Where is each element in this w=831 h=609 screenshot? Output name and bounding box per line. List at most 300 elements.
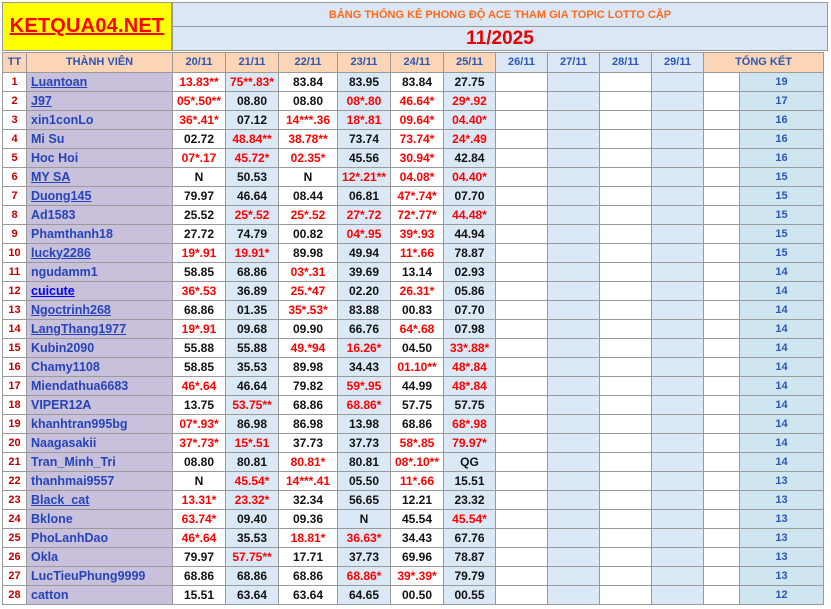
- member-name-link[interactable]: Luantoan: [27, 73, 173, 92]
- score-cell: 23.32: [444, 491, 496, 510]
- site-logo-text[interactable]: KETQUA04.NET: [9, 15, 165, 37]
- score-cell: 79.82: [279, 377, 338, 396]
- score-cell: 46.64: [226, 187, 279, 206]
- table-row: [3, 548, 824, 567]
- empty-cell: [496, 586, 548, 605]
- total-cell: 13: [740, 567, 824, 586]
- member-name-link[interactable]: Naagasakii: [27, 434, 173, 453]
- score-cell: 55.88: [226, 339, 279, 358]
- score-cell: 15*.51: [226, 434, 279, 453]
- member-name-link[interactable]: Tran_Minh_Tri: [27, 453, 173, 472]
- empty-cell: [600, 567, 652, 586]
- empty-cell: [496, 415, 548, 434]
- empty-cell: [548, 339, 600, 358]
- spacer-cell: [704, 130, 740, 149]
- empty-cell: [600, 339, 652, 358]
- total-cell: 14: [740, 415, 824, 434]
- score-cell: 07*.17: [173, 149, 226, 168]
- empty-cell: [652, 320, 704, 339]
- empty-cell: [600, 282, 652, 301]
- total-cell: 14: [740, 377, 824, 396]
- empty-cell: [548, 548, 600, 567]
- score-cell: 06.81: [338, 187, 391, 206]
- score-cell: 69.96: [391, 548, 444, 567]
- member-name-link[interactable]: PhoLanhDao: [27, 529, 173, 548]
- empty-cell: [496, 244, 548, 263]
- score-cell: 68.86: [173, 301, 226, 320]
- total-cell: 14: [740, 301, 824, 320]
- score-cell: 68.86*: [338, 567, 391, 586]
- empty-cell: [548, 434, 600, 453]
- score-cell: 19*.91: [173, 320, 226, 339]
- empty-cell: [652, 263, 704, 282]
- score-cell: 47*.74*: [391, 187, 444, 206]
- empty-cell: [548, 168, 600, 187]
- score-cell: 02.35*: [279, 149, 338, 168]
- score-cell: 07.70: [444, 301, 496, 320]
- spacer-cell: [704, 548, 740, 567]
- score-cell: 04*.95: [338, 225, 391, 244]
- member-name-link[interactable]: Chamy1108: [27, 358, 173, 377]
- score-cell: 63.64: [279, 586, 338, 605]
- table-row: [3, 510, 824, 529]
- score-cell: 02.20: [338, 282, 391, 301]
- score-cell: 12*.21**: [338, 168, 391, 187]
- empty-cell: [600, 548, 652, 567]
- score-cell: 08*.80: [338, 92, 391, 111]
- score-cell: 68.86: [173, 567, 226, 586]
- score-cell: 25*.52: [279, 206, 338, 225]
- score-cell: 73.74*: [391, 130, 444, 149]
- spacer-cell: [704, 320, 740, 339]
- total-cell: 19: [740, 73, 824, 92]
- score-cell: 13.75: [173, 396, 226, 415]
- member-name-link[interactable]: Miendathua6683: [27, 377, 173, 396]
- member-name-link[interactable]: Ad1583: [27, 206, 173, 225]
- score-cell: 25.52: [173, 206, 226, 225]
- header-date: 27/11: [548, 53, 600, 73]
- empty-cell: [548, 472, 600, 491]
- header-tt: TT: [3, 53, 27, 73]
- spacer-cell: [704, 453, 740, 472]
- score-cell: 83.88: [338, 301, 391, 320]
- total-cell: 14: [740, 396, 824, 415]
- total-cell: 13: [740, 548, 824, 567]
- score-cell: 48.84**: [226, 130, 279, 149]
- member-name-link[interactable]: Mi Su: [27, 130, 173, 149]
- score-cell: 57.75**: [226, 548, 279, 567]
- empty-cell: [548, 187, 600, 206]
- table-row: [3, 282, 824, 301]
- score-cell: 09.36: [279, 510, 338, 529]
- member-name-link[interactable]: Okla: [27, 548, 173, 567]
- row-number: 26: [3, 548, 27, 567]
- row-number: 10: [3, 244, 27, 263]
- spacer-cell: [704, 92, 740, 111]
- empty-cell: [652, 510, 704, 529]
- spacer-cell: [704, 263, 740, 282]
- score-cell: 57.75: [391, 396, 444, 415]
- score-cell: 25*.52: [226, 206, 279, 225]
- empty-cell: [652, 244, 704, 263]
- empty-cell: [548, 301, 600, 320]
- score-cell: 17.71: [279, 548, 338, 567]
- empty-cell: [496, 206, 548, 225]
- score-cell: 08.80: [226, 92, 279, 111]
- table-title: [172, 2, 828, 27]
- empty-cell: [548, 529, 600, 548]
- score-cell: 64.65: [338, 586, 391, 605]
- total-cell: 13: [740, 491, 824, 510]
- empty-cell: [600, 529, 652, 548]
- empty-cell: [548, 358, 600, 377]
- member-name-link[interactable]: lucky2286: [27, 244, 173, 263]
- member-name-link[interactable]: Ngoctrinh268: [27, 301, 173, 320]
- row-number: 2: [3, 92, 27, 111]
- empty-cell: [600, 320, 652, 339]
- score-cell: 48*.84: [444, 377, 496, 396]
- score-cell: 58*.85: [391, 434, 444, 453]
- empty-cell: [496, 472, 548, 491]
- empty-cell: [600, 491, 652, 510]
- total-cell: 14: [740, 358, 824, 377]
- empty-cell: [496, 168, 548, 187]
- empty-cell: [548, 244, 600, 263]
- total-cell: 15: [740, 206, 824, 225]
- score-cell: 79.97: [173, 548, 226, 567]
- empty-cell: [652, 586, 704, 605]
- row-number: 1: [3, 73, 27, 92]
- score-cell: 01.10**: [391, 358, 444, 377]
- score-cell: N: [338, 510, 391, 529]
- member-name-link[interactable]: LucTieuPhung9999: [27, 567, 173, 586]
- empty-cell: [600, 244, 652, 263]
- empty-cell: [600, 168, 652, 187]
- empty-cell: [496, 187, 548, 206]
- empty-cell: [548, 225, 600, 244]
- table-row: [3, 358, 824, 377]
- score-cell: 07.12: [226, 111, 279, 130]
- member-name-link[interactable]: LangThang1977: [27, 320, 173, 339]
- empty-cell: [548, 282, 600, 301]
- member-name-link[interactable]: ngudamm1: [27, 263, 173, 282]
- spacer-cell: [704, 415, 740, 434]
- header-date: 21/11: [226, 53, 279, 73]
- score-cell: 46*.64: [173, 377, 226, 396]
- member-name-link[interactable]: Bklone: [27, 510, 173, 529]
- table-row: [3, 149, 824, 168]
- header-date: 24/11: [391, 53, 444, 73]
- table-row: [3, 396, 824, 415]
- score-cell: 68.86: [279, 567, 338, 586]
- score-cell: 39*.39*: [391, 567, 444, 586]
- score-cell: N: [173, 168, 226, 187]
- empty-cell: [496, 567, 548, 586]
- empty-cell: [600, 377, 652, 396]
- score-cell: N: [173, 472, 226, 491]
- member-name-link[interactable]: Phamthanh18: [27, 225, 173, 244]
- table-row: [3, 586, 824, 605]
- score-cell: 13.83**: [173, 73, 226, 92]
- member-name-link[interactable]: thanhmai9557: [27, 472, 173, 491]
- row-number: 27: [3, 567, 27, 586]
- empty-cell: [496, 282, 548, 301]
- score-cell: 15.51: [444, 472, 496, 491]
- empty-cell: [652, 567, 704, 586]
- score-cell: 26.31*: [391, 282, 444, 301]
- empty-cell: [652, 282, 704, 301]
- empty-cell: [652, 206, 704, 225]
- score-cell: 45.54*: [444, 510, 496, 529]
- empty-cell: [600, 111, 652, 130]
- row-number: 6: [3, 168, 27, 187]
- score-cell: 45.54*: [226, 472, 279, 491]
- row-number: 13: [3, 301, 27, 320]
- member-name-link[interactable]: Hoc Hoi: [27, 149, 173, 168]
- empty-cell: [652, 339, 704, 358]
- score-cell: 02.93: [444, 263, 496, 282]
- score-cell: 68.86: [279, 396, 338, 415]
- score-cell: 19*.91: [173, 244, 226, 263]
- score-cell: 44.94: [444, 225, 496, 244]
- score-cell: 13.31*: [173, 491, 226, 510]
- score-cell: 27.72: [173, 225, 226, 244]
- empty-cell: [652, 548, 704, 567]
- empty-cell: [652, 301, 704, 320]
- score-cell: 68.86: [226, 567, 279, 586]
- empty-cell: [652, 529, 704, 548]
- empty-cell: [652, 111, 704, 130]
- row-number: 22: [3, 472, 27, 491]
- spacer-cell: [704, 434, 740, 453]
- empty-cell: [600, 149, 652, 168]
- spacer-cell: [704, 206, 740, 225]
- empty-cell: [496, 92, 548, 111]
- total-cell: 16: [740, 130, 824, 149]
- table-row: [3, 567, 824, 586]
- score-cell: 35.53: [226, 358, 279, 377]
- member-name-link[interactable]: Duong145: [27, 187, 173, 206]
- score-cell: 05.86: [444, 282, 496, 301]
- table-row: [3, 225, 824, 244]
- empty-cell: [496, 453, 548, 472]
- total-cell: 14: [740, 434, 824, 453]
- score-cell: 34.43: [391, 529, 444, 548]
- spacer-cell: [704, 491, 740, 510]
- empty-cell: [600, 92, 652, 111]
- empty-cell: [496, 73, 548, 92]
- empty-cell: [548, 320, 600, 339]
- empty-cell: [548, 263, 600, 282]
- score-cell: 79.97: [173, 187, 226, 206]
- total-cell: 15: [740, 168, 824, 187]
- score-cell: 09.64*: [391, 111, 444, 130]
- score-cell: 72*.77*: [391, 206, 444, 225]
- score-cell: 80.81*: [279, 453, 338, 472]
- row-number: 11: [3, 263, 27, 282]
- empty-cell: [548, 73, 600, 92]
- spacer-cell: [704, 73, 740, 92]
- table-row: [3, 130, 824, 149]
- member-name-link[interactable]: catton: [27, 586, 173, 605]
- score-cell: 74.79: [226, 225, 279, 244]
- total-cell: 15: [740, 225, 824, 244]
- score-cell: 27.75: [444, 73, 496, 92]
- member-name-link[interactable]: Kubin2090: [27, 339, 173, 358]
- score-cell: 78.87: [444, 244, 496, 263]
- total-cell: 14: [740, 263, 824, 282]
- score-cell: 29*.92: [444, 92, 496, 111]
- spacer-cell: [704, 586, 740, 605]
- table-row: [3, 320, 824, 339]
- score-cell: 53.75**: [226, 396, 279, 415]
- score-cell: 58.85: [173, 263, 226, 282]
- score-cell: 14***.41: [279, 472, 338, 491]
- spacer-cell: [704, 168, 740, 187]
- member-name-link[interactable]: VIPER12A: [27, 396, 173, 415]
- table-row: [3, 529, 824, 548]
- score-cell: 35*.53*: [279, 301, 338, 320]
- row-number: 15: [3, 339, 27, 358]
- header-member: THÀNH VIÊN: [27, 53, 173, 73]
- row-number: 18: [3, 396, 27, 415]
- score-cell: 55.88: [173, 339, 226, 358]
- empty-cell: [496, 548, 548, 567]
- empty-cell: [548, 111, 600, 130]
- score-cell: 09.90: [279, 320, 338, 339]
- empty-cell: [600, 453, 652, 472]
- empty-cell: [496, 320, 548, 339]
- member-name-link[interactable]: J97: [27, 92, 173, 111]
- score-cell: 89.98: [279, 244, 338, 263]
- empty-cell: [652, 358, 704, 377]
- score-cell: 83.84: [391, 73, 444, 92]
- table-row: [3, 415, 824, 434]
- score-cell: 42.84: [444, 149, 496, 168]
- score-cell: 04.08*: [391, 168, 444, 187]
- score-cell: 68.86: [391, 415, 444, 434]
- score-cell: 08.80: [173, 453, 226, 472]
- score-cell: 36.63*: [338, 529, 391, 548]
- score-cell: 46*.64: [173, 529, 226, 548]
- empty-cell: [600, 415, 652, 434]
- score-cell: 49.*94: [279, 339, 338, 358]
- header-date: 20/11: [173, 53, 226, 73]
- site-logo-banner[interactable]: [2, 2, 172, 51]
- empty-cell: [600, 225, 652, 244]
- row-number: 17: [3, 377, 27, 396]
- row-number: 19: [3, 415, 27, 434]
- score-cell: 45.56: [338, 149, 391, 168]
- total-cell: 14: [740, 320, 824, 339]
- score-cell: 32.34: [279, 491, 338, 510]
- score-cell: 02.72: [173, 130, 226, 149]
- empty-cell: [496, 529, 548, 548]
- month-heading: [172, 27, 828, 51]
- score-cell: 07.98: [444, 320, 496, 339]
- score-cell: 15.51: [173, 586, 226, 605]
- table-body: [3, 73, 824, 605]
- member-name-link[interactable]: xin1conLo: [27, 111, 173, 130]
- empty-cell: [652, 377, 704, 396]
- empty-cell: [600, 396, 652, 415]
- stats-table: [2, 52, 824, 605]
- table-row: [3, 339, 824, 358]
- empty-cell: [600, 472, 652, 491]
- spacer-cell: [704, 339, 740, 358]
- empty-cell: [496, 491, 548, 510]
- table-row: [3, 206, 824, 225]
- score-cell: 38.78**: [279, 130, 338, 149]
- score-cell: 58.85: [173, 358, 226, 377]
- table-row: [3, 491, 824, 510]
- spacer-cell: [704, 187, 740, 206]
- row-number: 8: [3, 206, 27, 225]
- empty-cell: [652, 415, 704, 434]
- score-cell: 12.21: [391, 491, 444, 510]
- score-cell: 30.94*: [391, 149, 444, 168]
- empty-cell: [548, 92, 600, 111]
- total-cell: 12: [740, 586, 824, 605]
- score-cell: 45.72*: [226, 149, 279, 168]
- score-cell: 66.76: [338, 320, 391, 339]
- header-date: 26/11: [496, 53, 548, 73]
- row-number: 5: [3, 149, 27, 168]
- score-cell: 33*.88*: [444, 339, 496, 358]
- member-name-link[interactable]: cuicute: [27, 282, 173, 301]
- score-cell: 25.*47: [279, 282, 338, 301]
- score-cell: 68.86: [226, 263, 279, 282]
- score-cell: 08*.10**: [391, 453, 444, 472]
- table-row: [3, 73, 824, 92]
- member-name-link[interactable]: MY SA: [27, 168, 173, 187]
- spacer-cell: [704, 529, 740, 548]
- score-cell: 68*.98: [444, 415, 496, 434]
- total-cell: 16: [740, 149, 824, 168]
- empty-cell: [548, 377, 600, 396]
- score-cell: 36*.41*: [173, 111, 226, 130]
- score-cell: 36*.53: [173, 282, 226, 301]
- score-cell: 44.99: [391, 377, 444, 396]
- empty-cell: [548, 567, 600, 586]
- spacer-cell: [704, 225, 740, 244]
- table-row: [3, 434, 824, 453]
- score-cell: N: [279, 168, 338, 187]
- score-cell: 05.50: [338, 472, 391, 491]
- header-date: 25/11: [444, 53, 496, 73]
- row-number: 28: [3, 586, 27, 605]
- score-cell: 19.91*: [226, 244, 279, 263]
- score-cell: 50.53: [226, 168, 279, 187]
- spacer-cell: [704, 301, 740, 320]
- score-cell: 27*.72: [338, 206, 391, 225]
- member-name-link[interactable]: Black_cat: [27, 491, 173, 510]
- empty-cell: [652, 168, 704, 187]
- spacer-cell: [704, 244, 740, 263]
- score-cell: 89.98: [279, 358, 338, 377]
- score-cell: 68.86*: [338, 396, 391, 415]
- total-cell: 13: [740, 529, 824, 548]
- member-name-link[interactable]: khanhtran995bg: [27, 415, 173, 434]
- row-number: 9: [3, 225, 27, 244]
- row-number: 25: [3, 529, 27, 548]
- total-cell: 13: [740, 510, 824, 529]
- score-cell: 80.81: [226, 453, 279, 472]
- total-cell: 14: [740, 282, 824, 301]
- empty-cell: [652, 187, 704, 206]
- score-cell: 00.83: [391, 301, 444, 320]
- empty-cell: [652, 149, 704, 168]
